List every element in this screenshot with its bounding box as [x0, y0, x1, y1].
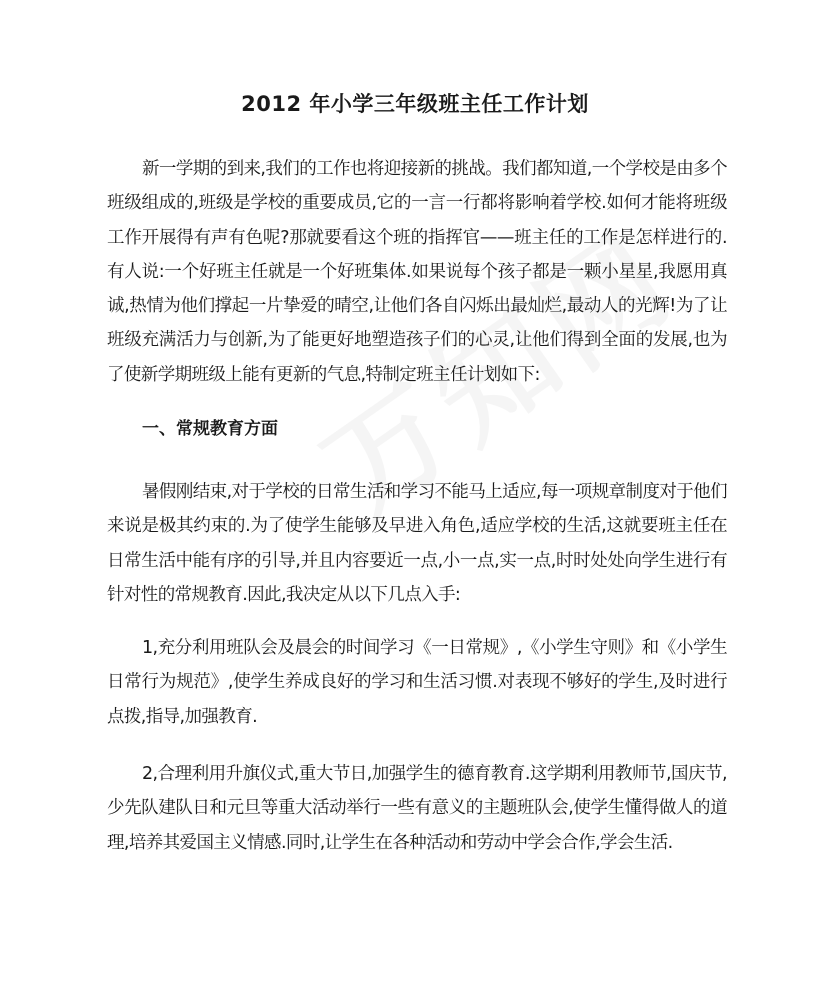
list-item-2: 2,合理利用升旗仪式,重大节日,加强学生的德育教育.这学期利用教师节,国庆节,少先队建队日和元旦等重大活动举行一些有意义的主题班队会,使学生懂得做人的道理,培养其爱国主义情感.同时,让学生在各种活动和劳动中学会合作,学会生活. [107, 764, 727, 853]
list-item-1: 1,充分利用班队会及晨会的时间学习《一日常规》,《小学生守则》和《小学生日常行为规范》,使学生养成良好的学习和生活习惯.对表现不够好的学生,及时进行点拨,指导,加强教育. [107, 638, 727, 727]
section-heading-routine-education: 一、常规教育方面 [142, 419, 278, 439]
intro-paragraph: 新一学期的到来,我们的工作也将迎接新的挑战。我们都知道,一个学校是由多个班级组成的,班级是学校的重要成员,它的一言一行都将影响着学校.如何才能将班级工作开展得有声有色呢?那就要看这个班的指挥官——班主任的工作是怎样进行的.有人说:一个好班主任就是一个好班集体.如果说每个孩子都是一颗小星星,我愿用真诚,热情为他们撑起一片挚爱的晴空,让他们各自闪烁出最灿烂,最动人的光辉!为了让班级充满活力与创新,为了能更好地塑造孩子们的心灵,让他们得到全面的发展,也为了使新学期班级上能有更新的气息,特制定班主任计划如下: [107, 159, 727, 385]
document-title: 2012 年小学三年级班主任工作计划 [241, 92, 589, 116]
section-intro-paragraph: 暑假刚结束,对于学校的日常生活和学习不能马上适应,每一项规章制度对于他们来说是极其约束的.为了使学生能够及早进入角色,适应学校的生活,这就要班主任在日常生活中能有序的引导,并且内容要近一点,小一点,实一点,时时处处向学生进行有针对性的常规教育.因此,我决定从以下几点入手: [107, 482, 727, 605]
